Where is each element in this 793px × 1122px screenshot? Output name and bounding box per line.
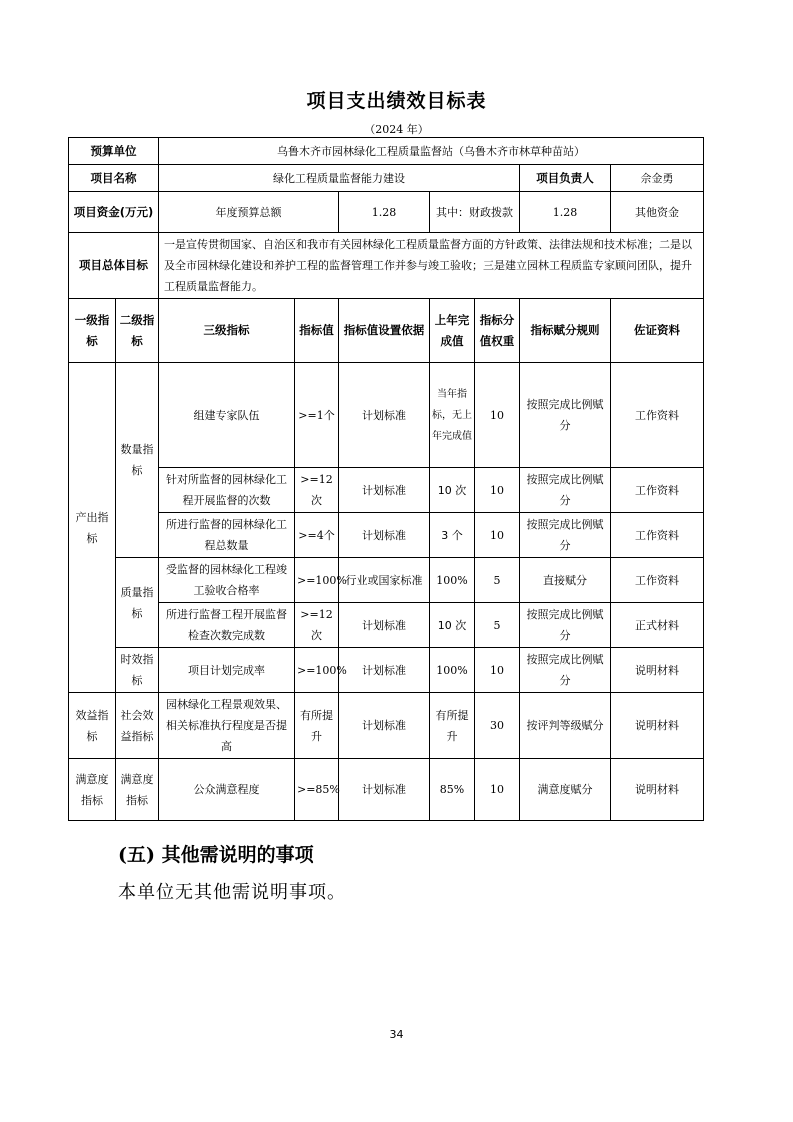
header-evidence: 佐证资料 [611,299,704,363]
page-number: 34 [389,1028,404,1041]
year-label: （2024 年） [364,123,429,136]
indicator-name: 所进行监督的园林绿化工程总数量 [159,513,295,558]
level2-timeliness: 时效指标 [116,648,159,693]
indicator-value: >=100% [295,558,339,603]
indicator-name: 所进行监督工程开展监督检查次数完成数 [159,603,295,648]
indicator-name: 项目计划完成率 [159,648,295,693]
indicator-value: >=100% [295,648,339,693]
indicator-name: 公众满意程度 [159,759,295,821]
indicator-weight: 10 [475,759,520,821]
indicator-value: >=12次 [295,603,339,648]
indicator-evidence: 说明材料 [611,759,704,821]
indicator-evidence: 说明材料 [611,648,704,693]
indicator-value: >=4个 [295,513,339,558]
indicator-name: 园林绿化工程景观效果、相关标准执行程度是否提高 [159,693,295,759]
indicator-last-year: 3 个 [430,513,475,558]
other-funds-label: 其他资金 [611,192,704,233]
section-text: 本单位无其他需说明事项。 [118,882,346,903]
level2-quality: 质量指标 [116,558,159,648]
unit-label: 预算单位 [69,138,159,165]
leader-label: 项目负责人 [520,165,611,192]
indicator-last-year: 当年指标，无上年完成值 [430,363,475,468]
indicator-evidence: 工作资料 [611,558,704,603]
indicator-rule: 按照完成比例赋分 [520,363,611,468]
indicator-basis: 计划标准 [339,468,430,513]
indicator-evidence: 正式材料 [611,603,704,648]
indicator-last-year: 100% [430,558,475,603]
leader-value: 佘金勇 [611,165,704,192]
indicator-last-year: 85% [430,759,475,821]
level1-benefit: 效益指标 [69,693,116,759]
indicator-rule: 按照完成比例赋分 [520,468,611,513]
indicator-basis: 计划标准 [339,759,430,821]
indicator-rule: 直接赋分 [520,558,611,603]
header-level1: 一级指标 [69,299,116,363]
fiscal-value: 1.28 [520,192,611,233]
annual-total-value: 1.28 [339,192,430,233]
indicator-evidence: 工作资料 [611,513,704,558]
indicator-value: >=12次 [295,468,339,513]
indicator-basis: 计划标准 [339,363,430,468]
indicator-last-year: 100% [430,648,475,693]
project-name-value: 绿化工程质量监督能力建设 [159,165,520,192]
header-last-year: 上年完成值 [430,299,475,363]
annual-total-label: 年度预算总额 [159,192,339,233]
section-heading: (五) 其他需说明的事项 [118,844,314,866]
indicator-weight: 30 [475,693,520,759]
indicator-rule: 按照完成比例赋分 [520,513,611,558]
goal-text: 一是宣传贯彻国家、自治区和我市有关园林绿化工程质量监督方面的方针政策、法律法规和技术标准；二是以及全市园林绿化建设和养护工程的监督管理工作并参与竣工验收；三是建立园林工程质监专家顾问团队，提升工程质量监督能力。 [159,233,704,299]
header-basis: 指标值设置依据 [339,299,430,363]
performance-table [68,137,704,821]
indicator-basis: 计划标准 [339,648,430,693]
level2-satisfaction: 满意度指标 [116,759,159,821]
level2-quantity: 数量指标 [116,363,159,558]
indicator-rule: 按照完成比例赋分 [520,603,611,648]
indicator-value: >=85% [295,759,339,821]
header-rule: 指标赋分规则 [520,299,611,363]
indicator-last-year: 10 次 [430,468,475,513]
header-weight: 指标分值权重 [475,299,520,363]
page-title: 项目支出绩效目标表 [306,90,487,112]
indicator-basis: 计划标准 [339,513,430,558]
indicator-weight: 10 [475,363,520,468]
indicator-value: >=1个 [295,363,339,468]
header-value: 指标值 [295,299,339,363]
indicator-weight: 10 [475,648,520,693]
indicator-rule: 满意度赋分 [520,759,611,821]
indicator-name: 受监督的园林绿化工程竣工验收合格率 [159,558,295,603]
indicator-last-year: 有所提升 [430,693,475,759]
indicator-weight: 5 [475,603,520,648]
funds-label: 项目资金(万元) [69,192,159,233]
indicator-name: 组建专家队伍 [159,363,295,468]
level1-satisfaction: 满意度指标 [69,759,116,821]
project-name-label: 项目名称 [69,165,159,192]
indicator-weight: 10 [475,468,520,513]
level1-output: 产出指标 [69,363,116,693]
indicator-name: 针对所监督的园林绿化工程开展监督的次数 [159,468,295,513]
indicator-basis: 行业或国家标准 [339,558,430,603]
indicator-weight: 5 [475,558,520,603]
level2-social: 社会效益指标 [116,693,159,759]
header-level2: 二级指标 [116,299,159,363]
indicator-evidence: 说明材料 [611,693,704,759]
indicator-evidence: 工作资料 [611,363,704,468]
indicator-weight: 10 [475,513,520,558]
goal-label: 项目总体目标 [69,233,159,299]
indicator-basis: 计划标准 [339,603,430,648]
indicator-value: 有所提升 [295,693,339,759]
indicator-rule: 按评判等级赋分 [520,693,611,759]
indicator-last-year: 10 次 [430,603,475,648]
indicator-basis: 计划标准 [339,693,430,759]
indicator-evidence: 工作资料 [611,468,704,513]
indicator-rule: 按照完成比例赋分 [520,648,611,693]
header-level3: 三级指标 [159,299,295,363]
unit-value: 乌鲁木齐市园林绿化工程质量监督站（乌鲁木齐市林草种苗站） [159,138,704,165]
fiscal-label: 其中：财政拨款 [430,192,520,233]
